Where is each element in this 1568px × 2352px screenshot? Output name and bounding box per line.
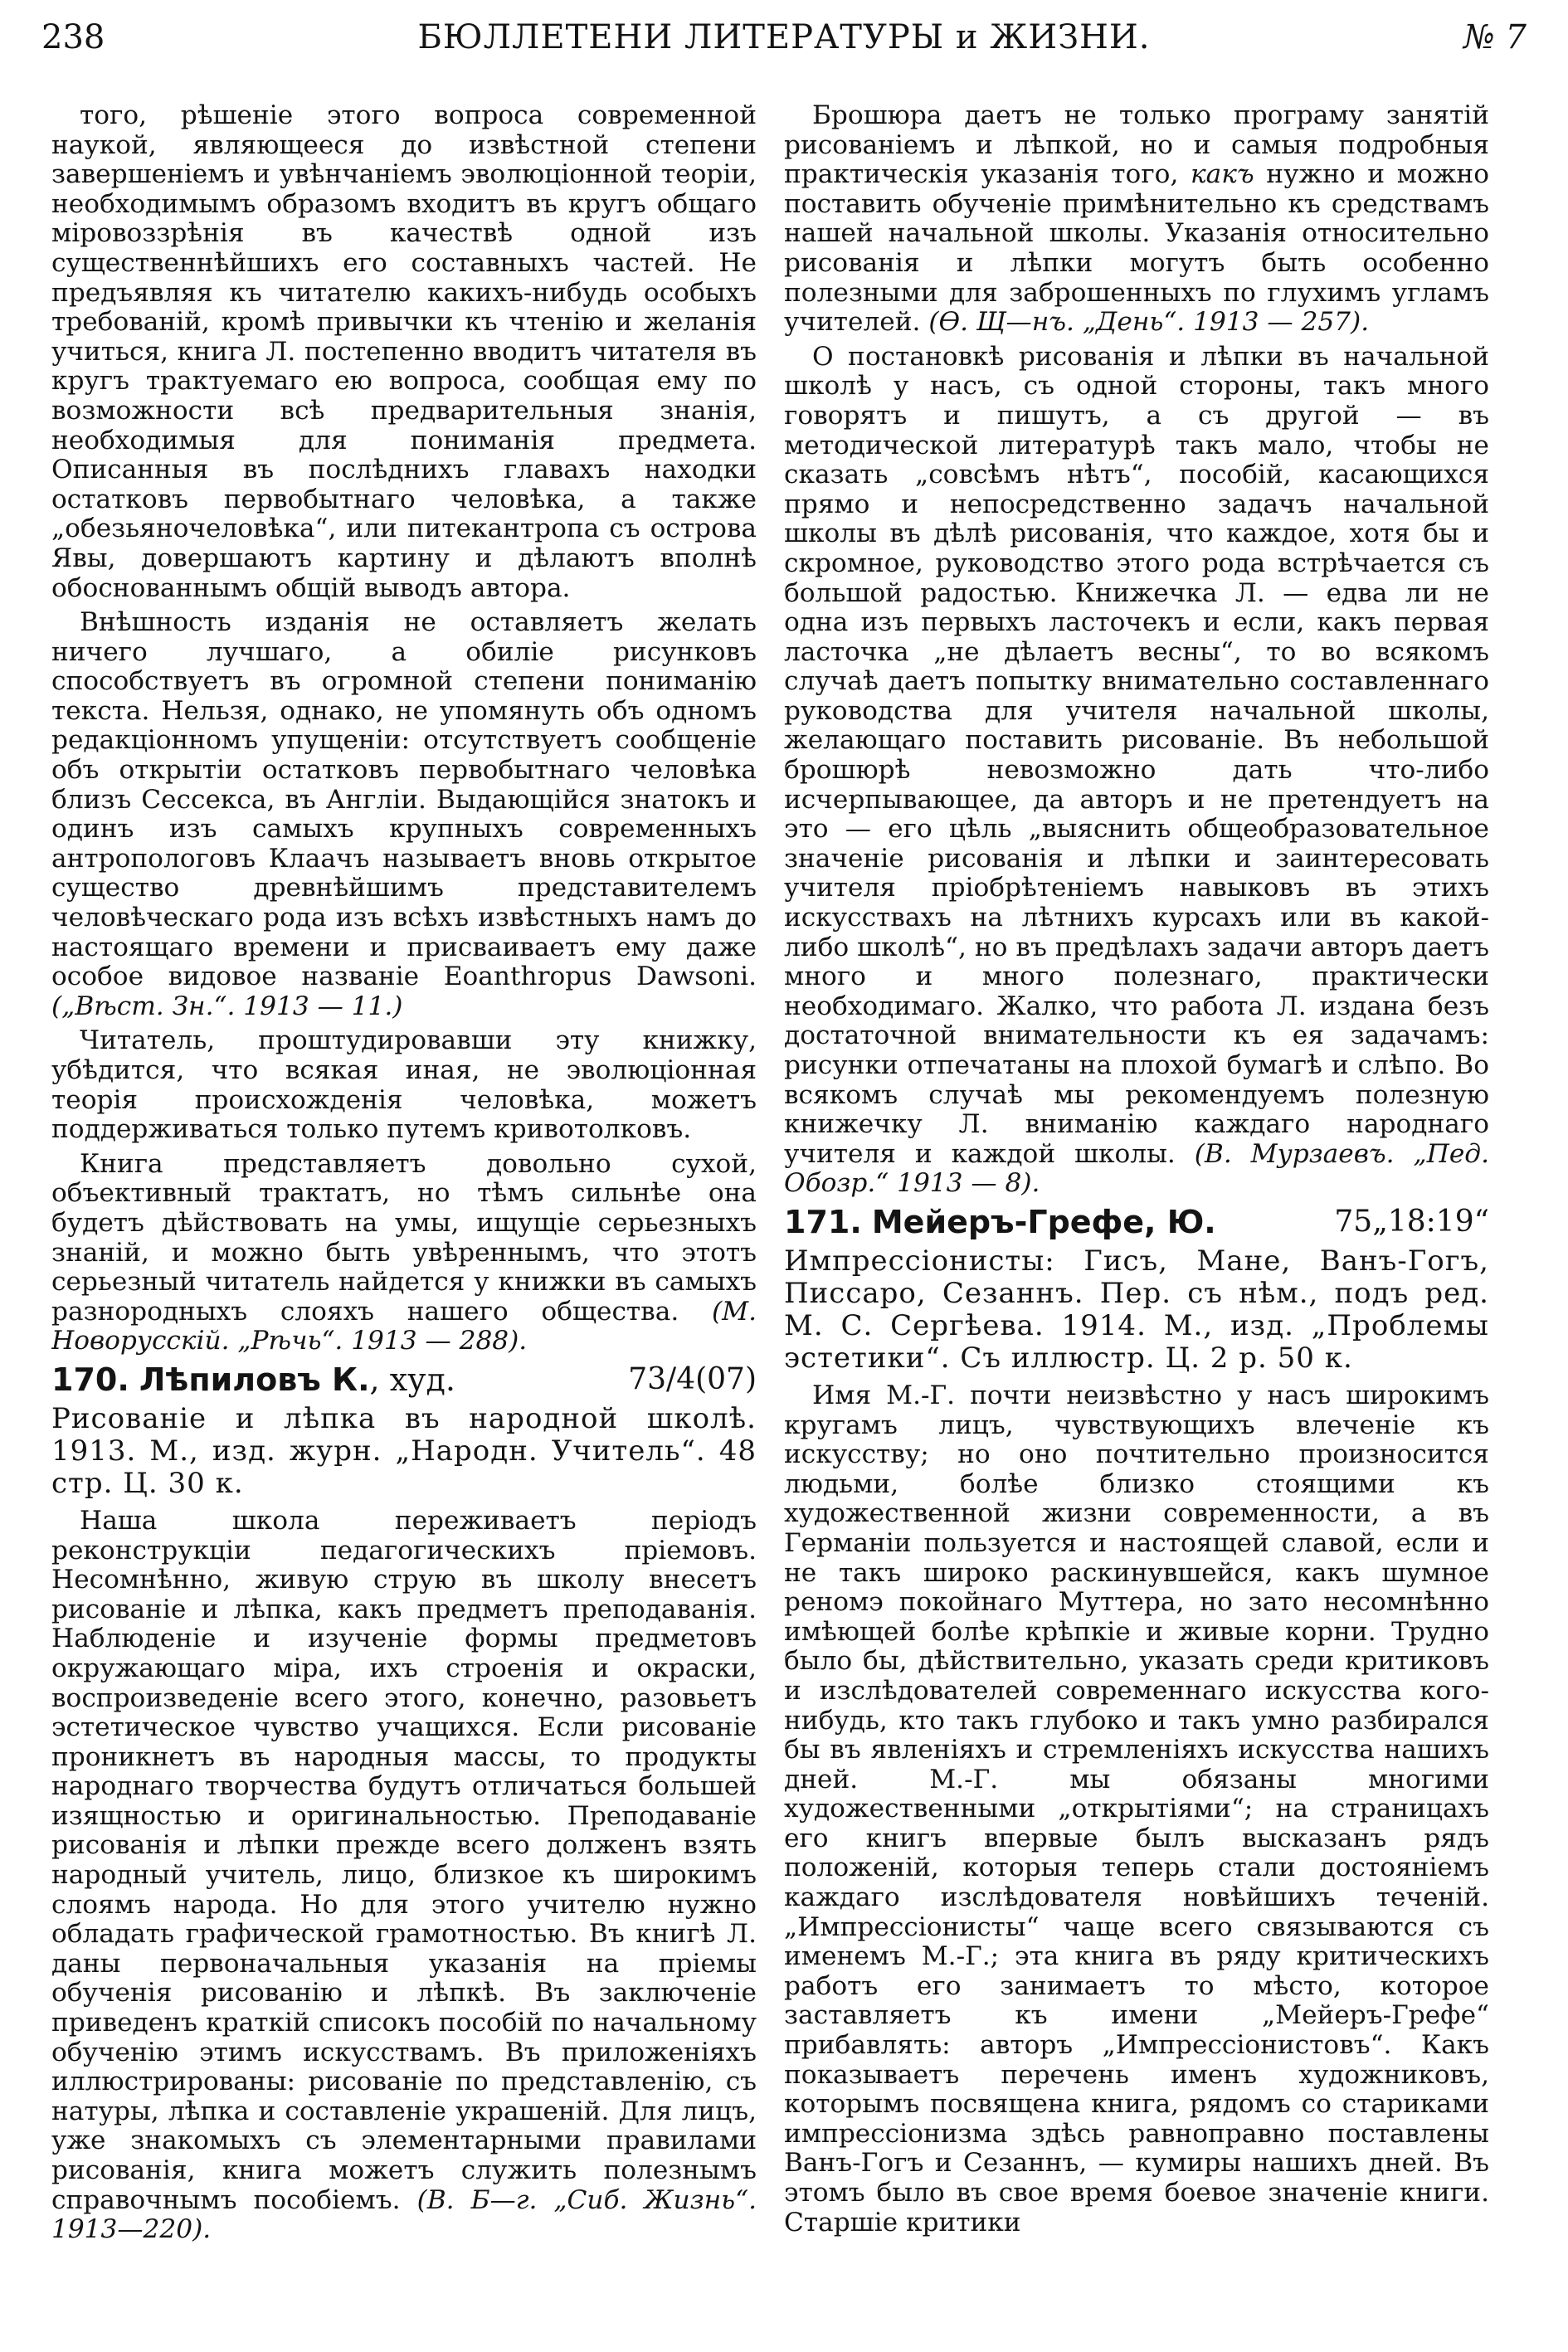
classification-code: 73/4(07) — [628, 1361, 757, 1396]
entry-number: 171. — [784, 1203, 862, 1240]
source-citation: („Вѣст. Зн.“. 1913 — 11.) — [51, 991, 403, 1021]
paragraph-text: Внѣшность изданія не оставляетъ желать ничего лучшаго, а обиліе рисунковъ способствуетъ въ огромной степени пониманію текста. Нельзя, однако, не упомянуть объ одномъ редакціонномъ упущеніи: отсутствуетъ сообщеніе объ открытіи остатковъ первобытнаго человѣка близъ Сессекса, въ Англіи. Выдающійся знатокъ и одинъ изъ самыхъ крупныхъ современныхъ антропологовъ Клаачъ называетъ вновь открытое существо древнѣйшимъ представителемъ человѣческаго рода изъ всѣхъ извѣстныхъ намъ до настоящаго времени и присваиваетъ ему даже особое видовое названіе Eoanthropus Dawsoni. — [51, 607, 757, 992]
paragraph: Читатель, проштудировавши эту книжку, убѣдится, что всякая иная, не эволюціонная теорія происхожденія человѣка, можетъ поддерживаться только путемъ кривотолковъ. — [51, 1025, 757, 1145]
paragraph — [784, 343, 1489, 1199]
entry-heading — [51, 1361, 757, 1398]
entry-number: 170. — [51, 1361, 129, 1398]
entry-heading — [784, 1204, 1489, 1240]
bibliographic-description: Импрессіонисты: Гисъ, Мане, Ванъ-Гогъ, Писсаро, Сезаннъ. Пер. съ нѣм., подъ ред. М. С. Сергѣева. 1914. М., изд. „Проблемы эстетики“. Съ иллюстр. Ц. 2 р. 50 к. — [784, 1244, 1489, 1375]
source-citation: (М. Новорусскій. „Рѣчь“. 1913 — 288). — [51, 1296, 757, 1356]
right-column — [784, 101, 1489, 2341]
entry-author: Лѣпиловъ К. — [139, 1361, 370, 1398]
paragraph: того, рѣшеніе этого вопроса современной наукой, являющееся до извѣстной степени завершеніемъ и увѣнчаніемъ эволюціонной теоріи, необходимымъ образомъ входитъ въ кругъ общаго міровоззрѣнія въ качествѣ одной изъ существеннѣйшихъ его составныхъ частей. Не предъявляя къ читателю какихъ-нибудь особыхъ требованій, кромѣ привычки къ чтенію и желанія учиться, книга Л. постепенно вводитъ читателя въ кругъ трактуемаго ею вопроса, сообщая ему по возможности всѣ предварительныя знанія, необходимыя для пониманія предмета. Описанныя въ послѣднихъ главахъ находки остатковъ первобытнаго человѣка, а также „обезьяночеловѣка“, или питекантропа съ острова Явы, довершаютъ картину и дѣлаютъ вполнѣ обоснованнымъ общій выводъ автора. — [51, 101, 757, 603]
paragraph-text: Книга представляетъ довольно сухой, объективный трактатъ, но тѣмъ сильнѣе она будетъ дѣйствовать на умы, ищущіе серьезныхъ знаній, и можно быть увѣреннымъ, что этотъ серьезный читатель найдется у книжки въ самыхъ разнородныхъ слояхъ нашего общества. — [51, 1148, 757, 1327]
paragraph: Имя М.-Г. почти неизвѣстно у насъ широкимъ кругамъ лицъ, чувствующихъ влеченіе къ искусству; но оно почтительно произносится людьми, болѣе близко стоящими къ художественной жизни современности, а въ Германіи пользуется и настоящей славой, если и не такъ широко раскинувшейся, какъ шумное реномэ покойнаго Муттера, но зато несомнѣнно имѣющей болѣе крѣпкіе и живые корни. Трудно было бы, дѣйствительно, указать среди критиковъ и изслѣдователей современнаго искусства кого-нибудь, кто такъ глубоко и такъ умно разбирался бы въ явленіяхъ и стремленіяхъ искусства нашихъ дней. М.-Г. мы обязаны многими художественными „открытіями“; на страницахъ его книгъ впервые былъ высказанъ рядъ положеній, которыя теперь стали достояніемъ каждаго изслѣдователя новѣйшихъ теченій. „Импрессіонисты“ чаще всего связываются съ именемъ М.-Г.; эта книга въ ряду критическихъ работъ его занимаетъ то мѣсто, которое заставляетъ къ имени „Мейеръ-Грефе“ прибавлять: авторъ „Импрессіонистовъ“. Какъ показываетъ перечень именъ художниковъ, которымъ посвящена книга, рядомъ со стариками импрессіонизма здѣсь равноправно поставлены Ванъ-Гогъ и Сезаннъ, — кумиры нашихъ дней. Въ этомъ было въ свое время боевое значеніе книги. Старшіе критики — [784, 1380, 1489, 2238]
emphasis: какъ — [1191, 159, 1254, 190]
paragraph — [51, 1507, 757, 2245]
paragraph-text: нужно и можно поставить обученіе примѣнительно къ средствамъ нашей начальной школы. Указанія относительно рисованія и лѣпки могутъ быть особенно полезными для заброшенныхъ по глухимъ угламъ учителей. — [784, 159, 1489, 338]
source-citation: (Ѳ. Щ—нъ. „День“. 1913 — 257). — [928, 307, 1370, 338]
paragraph — [784, 101, 1489, 338]
running-title: БЮЛЛЕТЕНИ ЛИТЕРАТУРЫ и ЖИЗНИ. — [417, 18, 1151, 56]
paragraph-text: Наша школа переживаетъ періодъ реконструкціи педагогическихъ пріемовъ. Несомнѣнно, живую струю въ школу внесетъ рисованіе и лѣпка, какъ предметъ преподаванія. Наблюденіе и изученіе формы предметовъ окружающаго міра, ихъ строенія и окраски, воспроизведеніе всего этого, конечно, разовьетъ эстетическое чувство учащихся. Если рисованіе проникнетъ въ народныя массы, то продукты народнаго творчества будутъ отличаться большей изящностью и оригинальностью. Преподаваніе рисованія и лѣпки прежде всего долженъ взять народный учитель, лицо, близкое къ широкимъ слоямъ народа. Но для этого учителю нужно обладать графической грамотностью. Въ книгѣ Л. даны первоначальныя указанія на пріемы обученія рисованію и лѣпкѣ. Въ заключеніе приведенъ краткій списокъ пособій по начальному обученію этимъ искусствамъ. Въ приложеніяхъ иллюстрированы: рисованіе по представленію, съ натуры, лѣпка и составленіе украшеній. Для лицъ, уже знакомыхъ съ элементарными правилами рисованія, книга можетъ служить полезнымъ справочнымъ пособіемъ. — [51, 1505, 757, 2215]
paragraph — [51, 1150, 757, 1356]
left-column — [51, 101, 757, 2341]
source-citation: (В. Мурзаевъ. „Пед. Обозр.“ 1913 — 8). — [784, 1138, 1489, 1199]
source-citation: (В. Б—г. „Сиб. Жизнь“. 1913—220). — [51, 2184, 757, 2245]
page-number: 238 — [41, 18, 105, 56]
entry-author: Мейеръ-Грефе, Ю. — [871, 1203, 1216, 1240]
paragraph-text: О постановкѣ рисованія и лѣпки въ начальной школѣ у насъ, съ одной стороны, такъ много говорятъ и пишутъ, а съ другой — въ методической литературѣ такъ мало, чтобы не сказать „совсѣмъ нѣтъ“, пособій, касающихся прямо и непосредственно задачъ начальной школы въ дѣлѣ рисованія, что каждое, хотя бы и скромное, руководство этого рода встрѣчается съ большой радостью. Книжечка Л. — едва ли не одна изъ первыхъ ласточекъ и если, какъ первая ласточка „не дѣлаетъ весны“, то во всякомъ случаѣ даетъ попытку внимательно составленнаго руководства для учителя начальной школы, желающаго поставить рисованіе. Въ небольшой брошюрѣ невозможно дать что-либо исчерпывающее, да авторъ и не претендуетъ на это — его цѣль „выяснить общеобразовательное значеніе рисованія и лѣпки и заинтересовать учителя пріобрѣтеніемъ навыковъ въ этихъ искусствахъ на лѣтнихъ курсахъ или въ какой-либо школѣ“, но въ предѣлахъ задачи авторъ даетъ много и много полезнаго, практически необходимаго. Жалко, что работа Л. издана безъ достаточной внимательности къ ея задачамъ: рисунки отпечатаны на плохой бумагѣ и слѣпо. Во всякомъ случаѣ мы рекомендуемъ полезную книжечку Л. вниманію каждаго народнаго учителя и каждой школы. — [784, 341, 1489, 1169]
running-header — [0, 0, 1568, 75]
issue-number: № 7 — [1463, 18, 1527, 56]
paragraph-text: Брошюра даетъ не только програму занятій рисованіемъ и лѣпкой, но и самыя подробныя практическія указанія того, — [784, 101, 1489, 190]
paragraph — [51, 608, 757, 1021]
bibliographic-description: Рисованіе и лѣпка въ народной школѣ. 1913. М., изд. журн. „Народн. Учитель“. 48 стр. Ц. 30 к. — [51, 1401, 757, 1500]
author-suffix: , худ. — [369, 1361, 455, 1398]
classification-code: 75„18:19“ — [1334, 1204, 1489, 1239]
